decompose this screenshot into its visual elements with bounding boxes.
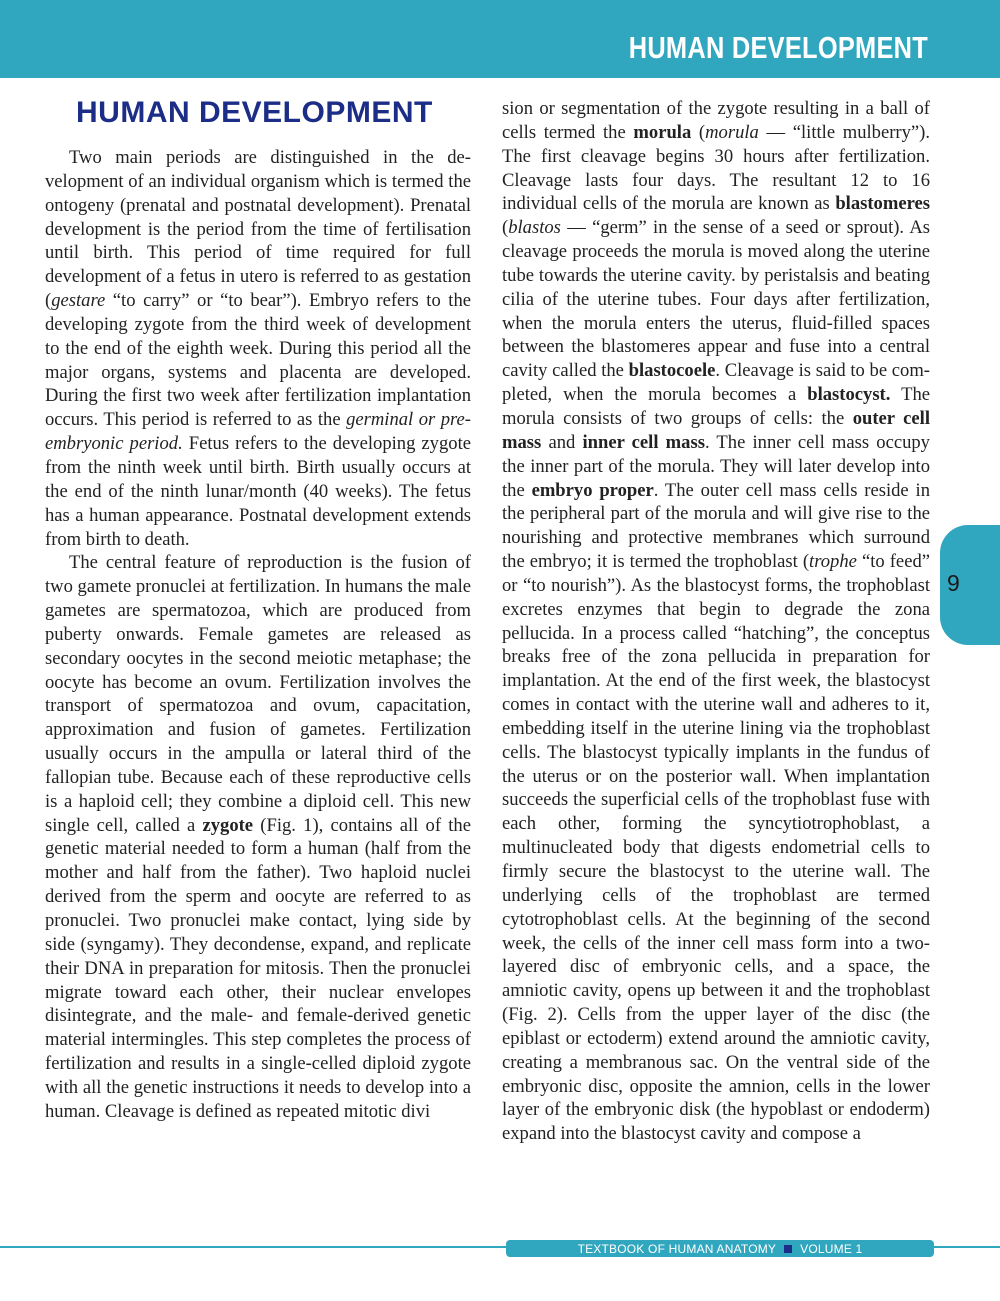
bold-term-blastocyst: blastocyst. <box>807 384 891 406</box>
footer-volume: VOLUME 1 <box>800 1241 863 1256</box>
paragraph-development-periods <box>45 146 471 551</box>
italic-term-blastos: blastos <box>508 217 561 239</box>
footer-book-title: TEXTBOOK OF HUMAN ANATOMY <box>577 1241 777 1256</box>
italic-term-germinal-period: germinal or pre-embryonic period. <box>45 409 471 455</box>
footer-label <box>506 1240 934 1257</box>
italic-term-morula: morula <box>705 121 759 143</box>
text-run: . The inner cell mass occupy the inner part of the morula. They will later develop into the <box>502 431 930 501</box>
chapter-number: 9 <box>947 570 960 596</box>
text-run: — “germ” in the sense of a seed or sprout). As cleavage proceeds the morula is moved along the uterine tube towards the uterine cavity. by peristalsis and beating cilia of the uterine tubes. Four days after fertilization, when the morula enters the uterus, fluid-filled spaces between the blastomeres appear and fuse into a central cavity called the <box>502 217 930 382</box>
text-run: ( <box>502 217 509 239</box>
text-run: Two main periods are distinguished in the development of an individual organism which is termed the ontogeny (prenatal and postnatal development). Prenatal development is the period from the time of fertilisation until birth. This period of time required for full development of a fetus in utero is referred to as gestation ( <box>45 147 471 312</box>
text-run: The morula consists of two groups of cells: the <box>502 384 930 429</box>
right-column <box>502 97 930 1146</box>
bold-term-blastomeres: blastomeres <box>835 193 930 215</box>
left-column <box>45 146 471 1124</box>
paragraph-cleavage <box>502 97 930 1146</box>
running-title: HUMAN DEVELOPMENT <box>628 30 928 65</box>
text-run: and <box>541 431 583 453</box>
bold-term-blastocoele: blastocoele <box>628 360 716 382</box>
italic-term-trophe: trophe <box>809 551 857 573</box>
page-title: HUMAN DEVELOPMENT <box>76 96 433 129</box>
text-run: — “little mulberry”). The first cleavage begins 30 hours after fertilization. Cleavage lasts four days. The resultant 12 to 16 individual cells of the morula are known as <box>502 121 931 215</box>
text-run: sion or segmentation of the zygote resulting in a ball of cells termed the <box>502 98 930 143</box>
text-run: . The outer cell mass cells reside in the peripheral part of the morula and will give rise to the nourishing and protective membranes which surround the embryo; it is termed the trophoblast ( <box>502 479 930 573</box>
square-bullet-icon <box>784 1245 792 1253</box>
bold-term-morula: morula <box>633 121 692 143</box>
bold-term-zygote: zygote <box>202 814 254 836</box>
text-run: The central feature of reproduction is the fusion of two gamete pronuclei at fertilization. In humans the male gametes are spermatozoa, which are produced from puberty onwards. Female gametes are released as secondary oocytes in the second meiotic metaphase; the oocyte has become an ovum. Fertilization involves the transport of spermatozoa and ovum, capacitation, approximation and fusion of gametes. Fertilization usually occurs in the ampulla or lateral third of the fallopian tube. Because each of these reproductive cells is a haploid cell; they combine a diploid cell. This new single cell, called a <box>45 552 471 836</box>
bold-term-inner-cell-mass: inner cell mass <box>582 431 705 453</box>
bold-term-embryo-proper: embryo proper <box>531 479 654 501</box>
text-run: (Fig. 1), contains all of the genetic material needed to form a human (half from the mother and half from the father). Two haploid nuclei derived from the sperm and oocyte are referred to as pronuclei. Two pronuclei make contact, lying side by side (syngamy). They decondense, expand, and replicate their DNA in preparation for mitosis. Then the pronuclei migrate toward each other, their nuclear envelopes disintegrate, and the male- and female-derived genetic material intermingles. This step completes the process of fertilization and results in a single-celled diploid zygote with all the genetic instructions it needs to develop into a human. Cleavage is defined as repeated mitotic divi <box>45 814 471 1122</box>
text-run: ( <box>691 121 706 143</box>
text-run: Fetus refers to the developing zygote from the ninth week until birth. Birth usually occurs at the end of the ninth lunar/month (40 weeks). The fetus has a human appearance. Postnatal development extends from birth to death. <box>45 433 471 550</box>
text-run: . Cleavage is said to be completed, when the morula becomes a <box>502 360 930 406</box>
italic-term-gestare: gestare <box>51 290 106 312</box>
text-run: “to carry” or “to bear”). Embryo refers to the developing zygote from the third week of development to the end of the eighth week. During this period all the major organs, systems and placenta are developed. During the first two week after fertilization implantation occurs. This period is referred to as the <box>45 290 471 431</box>
paragraph-fertilization <box>45 551 471 1123</box>
bold-term-outer-cell-mass: outer cell mass <box>502 407 930 453</box>
text-run: “to feed” or “to nourish”). As the blastocyst forms, the trophoblast excretes enzymes that begin to degrade the zona pellucida. In a process called “hatching”, the conceptus breaks free of the zona pellucida in preparation for implantation. At the end of the first week, the blastocyst comes in contact with the uterine wall and adheres to it, embedding itself in the uterine lining via the trophoblast cells. The blastocyst typically implants in the fundus of the uterus or on the posterior wall. When implantation succeeds the superficial cells of the trophoblast fuse with each other, forming the syncytiotrophoblast, a multinucleated body that digests endometrial cells to firmly secure the blastocyst to the uterine wall. The underlying cells of the trophoblast are termed cytotrophoblast cells. At the beginning of the second week, the cells of the inner cell mass form into a two-layered disc of embryonic cells, and a space, the amniotic cavity, opens up between it and the trophoblast (Fig. 2). Cells from the upper layer of the disc (the epiblast or ectoderm) extend around the amniotic cavity, creating a membranous sac. On the ventral side of the embryonic disc, opposite the amnion, cells in the lower layer of the embryonic disk (the hypoblast or endoderm) expand into the blastocyst cavity and compose a <box>502 551 930 1145</box>
